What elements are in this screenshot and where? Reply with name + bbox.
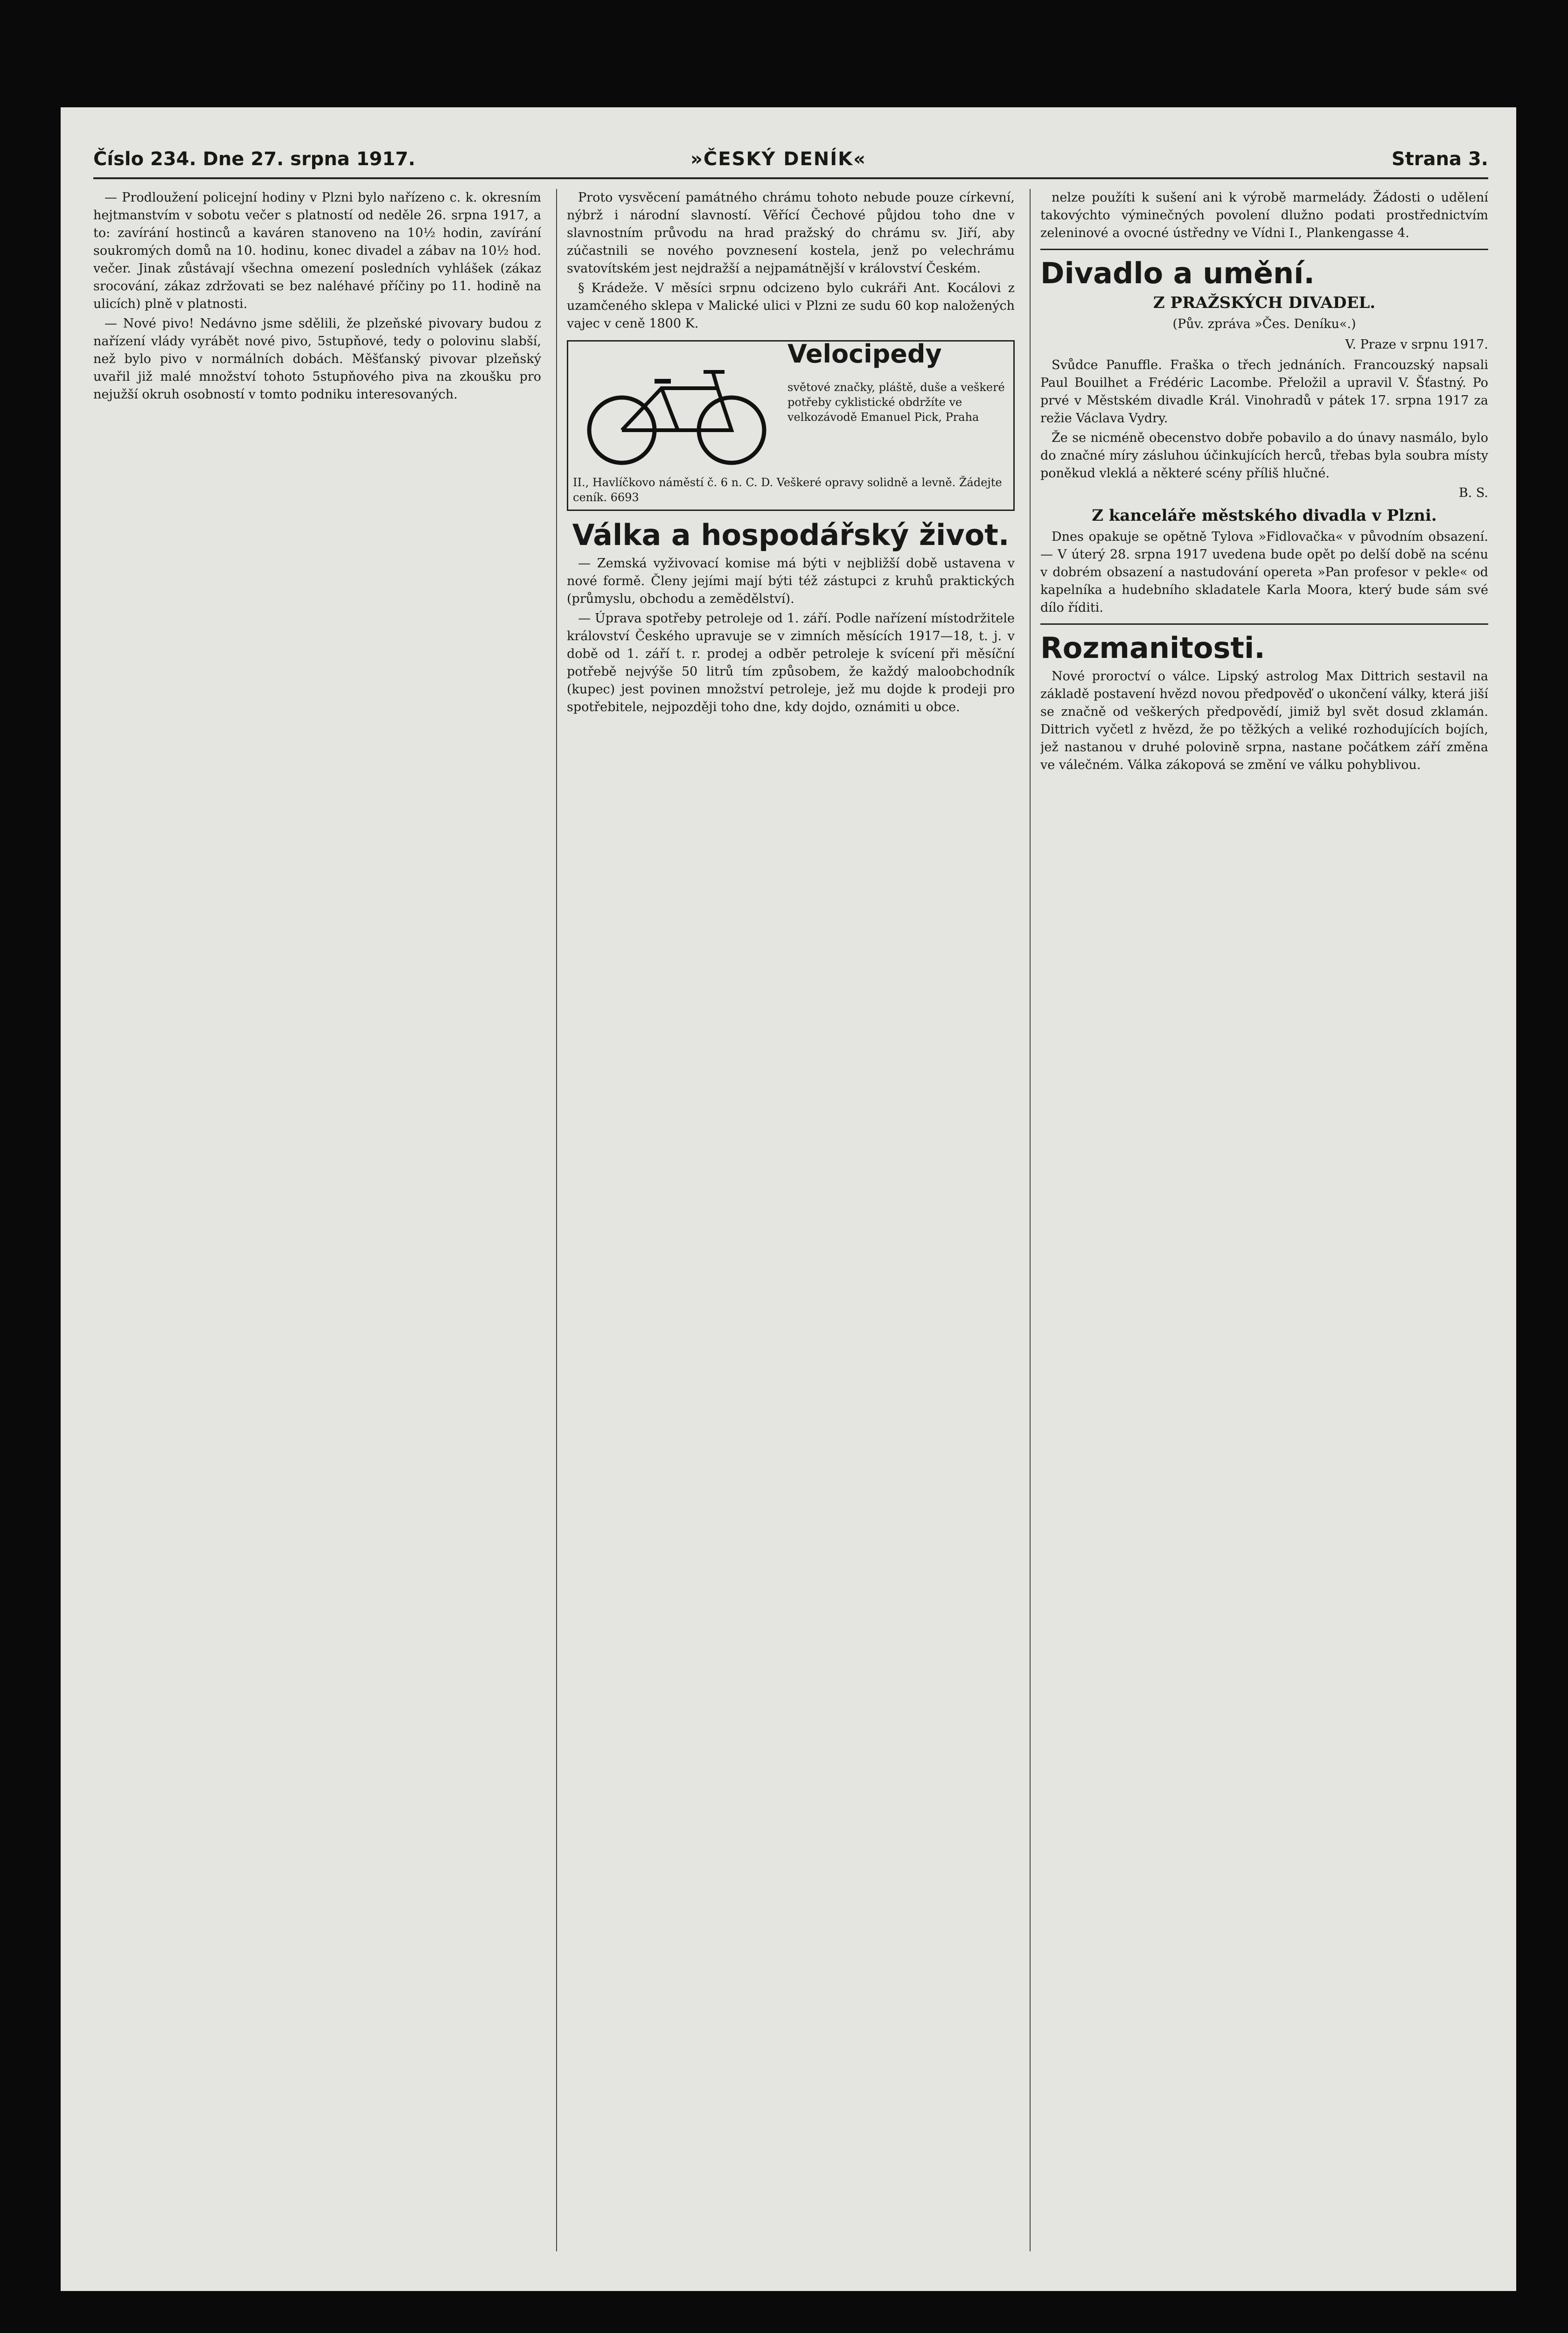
subheading: Z PRAŽSKÝCH DIVADEL. — [1153, 293, 1376, 312]
section-heading: Válka a hospodářský život. — [572, 518, 1010, 552]
newspaper-page — [61, 107, 1516, 2291]
masthead — [93, 145, 1488, 179]
news-item: — Úprava spotřeby petroleje od 1. září. Podle nařízení místodržitele království Českého upravuje se v zimních měsících 1917—18, t. j. v době od 1. září t. r. prodej a odběr petroleje k svícení při měsíční potřebě nejvýše 50 litrů tím způsobem, že každý maloobchodník (kupec) jest povinen množství petroleje, jež mu dojde k prodeji pro spotřebitele, nejpozději toho dne, kdy dojdo, oznámiti u obce. — [567, 611, 1015, 714]
dateline: V. Praze v srpnu 1917. — [1345, 337, 1488, 352]
subheading: Z kanceláře městského divadla v Plzni. — [1092, 506, 1437, 525]
signature: B. S. — [1458, 486, 1488, 500]
bicycle-icon — [578, 360, 778, 468]
column-3 — [1040, 189, 1488, 2251]
news-item: Svůdce Panuffle. Fraška o třech jednáních. Francouzský napsali Paul Bouilhet a Frédéric Lacombe. Přeložil a upravil V. Šťastný. Po prvé v Městském divadle Král. Vinohradů v pátek 17. srpna 1917 za režie Václava Vydry. — [1040, 358, 1488, 426]
news-item: Že se nicméně obecenstvo dobře pobavilo a do únavy nasmálo, bylo do značné míry zásluhou účinkujících herců, třebas byla soubra místy poněkud vleklá a některé scény příliš hlučné. — [1040, 431, 1488, 481]
advertisement-text: světové značky, pláště, duše a veškeré potřeby cyklistické obdržíte ve velkozávodě Emanuel Pick, Praha — [787, 381, 1005, 424]
news-item: — Prodloužení policejní hodiny v Plzni bylo nařízeno c. k. okresním hejtmanstvím v sobotu večer s platností od neděle 26. srpna 1917, a to: zavírání hostinců a kaváren stanoveno na 10½ hodin, zavírání soukromých domů na 10. hodinu, konec divadel a zábav na 10½ hod. večer. Jinak zůstávají všechna omezení posledních vyhlášek (zákaz srocování, zákaz zdržovati se bez naléhavé příčiny po 11. hodině na ulicích) plně v platnosti. — [93, 190, 541, 311]
page-number: Strana 3. — [1391, 148, 1488, 170]
advertisement-footer: II., Havlíčkovo náměstí č. 6 n. C. D. Veškeré opravy solidně a levně. Žádejte ceník. 6693 — [573, 476, 1002, 504]
column-1 — [93, 189, 541, 2251]
news-item: § Krádeže. V měsíci srpnu odcizeno bylo cukráři Ant. Kocálovi z uzamčeného sklepa v Malické ulici v Plzni ze sudu 60 kop naložených vajec v ceně 1800 K. — [567, 281, 1015, 331]
news-item: Proto vysvěcení památného chrámu tohoto nebude pouze církevní, nýbrž i národní slavností. Věřící Čechové půjdou toho dne v slavnostním průvodu na hrad pražský do chrámu sv. Jiří, aby zúčastnili se nového povznesení kostela, jenž po velechrámu svatovítském jest nejdražší a nejpamátnější v království Českém. — [567, 190, 1015, 276]
column-divider — [556, 189, 557, 2251]
news-item: Nové proroctví o válce. Lipský astrolog Max Dittrich sestavil na základě postavení hvězd novou předpověď o ukončení války, která jiší se značně od veškerých předpovědí, jimiž byl svět dosud zklamán. Dittrich vyčetl z hvězd, že po těžkých a veliké rozhodujících bojích, jež nastanou v druhé polovině srpna, nastane počátkem září změna ve válečném. Válka zákopová se změní ve válku pohyblivou. — [1040, 669, 1488, 772]
issue-number-and-date: Číslo 234. Dne 27. srpna 1917. — [93, 148, 416, 170]
column-2 — [567, 189, 1015, 2251]
advertisement-title: Velocipedy — [787, 339, 942, 369]
news-item: — Nové pivo! Nedávno jsme sdělili, že plzeňské pivovary budou z nařízení vlády vyrábět nové pivo, 5stupňové, tedy o polovinu slabší, než bylo pivo v normálních dobách. Měšťanský pivovar plzeňský uvařil již malé množství tohoto 5stupňového piva na zkoušku pro nejužší okruh osobností v tomto podniku interesovaných. — [93, 316, 541, 402]
section-heading: Divadlo a umění. — [1040, 256, 1315, 290]
column-divider — [1030, 189, 1031, 2251]
separator — [1040, 249, 1488, 250]
news-item: Dnes opakuje se opětně Tylova »Fidlovačka« v původním obsazení. — V úterý 28. srpna 1917 uvedena bude opět po delší době na scénu v dobrém obsazení a nastudování opereta »Pan profesor v pekle« od kapelníka a hudebního skladatele Karla Moora, který bude sám své dílo říditi. — [1040, 530, 1488, 615]
paper-name: »ČESKÝ DENÍK« — [690, 148, 866, 170]
bicycle-advertisement — [567, 340, 1015, 511]
section-heading: Rozmanitosti. — [1040, 631, 1265, 665]
byline: (Pův. zpráva »Čes. Deníku«.) — [1172, 317, 1356, 331]
news-item: — Zemská vyživovací komise má býti v nejbližší době ustavena v nové formě. Členy jejími mají býti též zástupci z kruhů praktických (průmyslu, obchodu a zemědělství). — [567, 556, 1015, 606]
separator — [1040, 623, 1488, 625]
news-item: nelze použíti k sušení ani k výrobě marmelády. Žádosti o udělení takovýchto výminečných povolení dlužno podati prostřednictvím zeleninové a ovocné ústředny ve Vídni I., Plankengasse 4. — [1040, 190, 1488, 240]
